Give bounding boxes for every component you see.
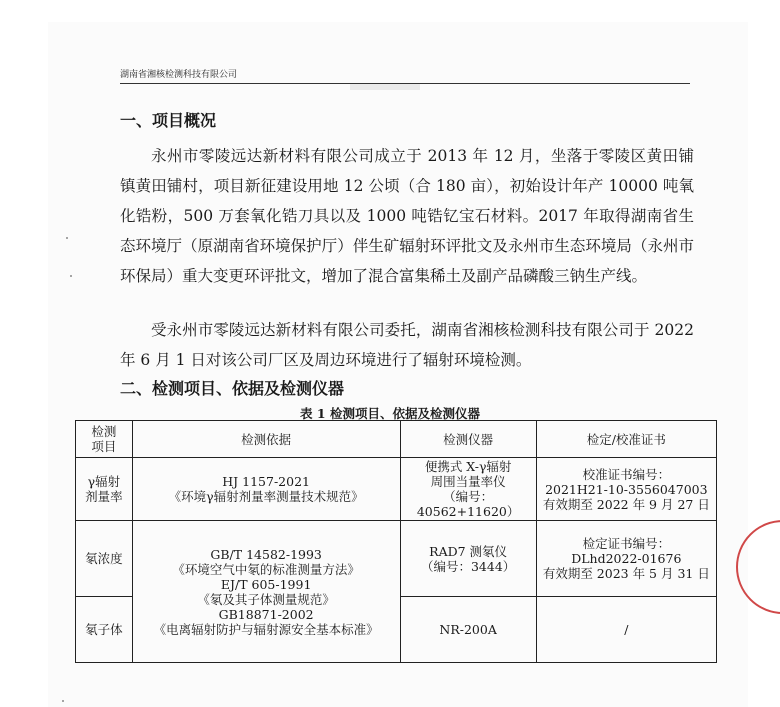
header-instrument: 检测仪器 — [400, 421, 536, 458]
cell-cert: 校准证书编号： 2021H21-10-3556047003 有效期至 2022 年 9 月 27 日 — [536, 458, 716, 521]
scan-speck — [70, 275, 72, 277]
cell-instrument: NR-200A — [400, 597, 536, 663]
header-cert: 检定/校准证书 — [536, 421, 716, 458]
cell-item: 氡浓度 — [76, 521, 133, 597]
table-header-row — [76, 421, 717, 458]
section-1-paragraph-2: 受永州市零陵远达新材料有限公司委托，湖南省湘核检测科技有限公司于 2022 年 6 月 1 日对该公司厂区及周边环境进行了辐射环境检测。 — [120, 321, 694, 369]
cell-basis: GB/T 14582-1993 《环境空气中氡的标准测量方法》 EJ/T 605-1991 《氡及其子体测量规范》 GB18871-2002 《电离辐射防护与辐射源安全基本标准》 — [132, 521, 400, 663]
cell-cert: 检定证书编号： DLhd2022-01676 有效期至 2023 年 5 月 31 日 — [536, 521, 716, 597]
cell-item: γ辐射 剂量率 — [76, 458, 133, 521]
header-item: 检测 项目 — [76, 421, 133, 458]
table-row — [76, 458, 717, 521]
table-caption: 表 1 检测项目、依据及检测仪器 — [300, 406, 480, 421]
faint-mark — [350, 84, 420, 90]
header-basis: 检测依据 — [132, 421, 400, 458]
cell-basis: HJ 1157-2021 《环境γ辐射剂量率测量技术规范》 — [132, 458, 400, 521]
scan-speck — [66, 237, 68, 239]
cell-instrument: RAD7 测氡仪 （编号：3444） — [400, 521, 536, 597]
table-row — [76, 521, 717, 597]
section-1-title: 一、项目概况 — [120, 111, 217, 130]
section-1-paragraph-1: 永州市零陵远达新材料有限公司成立于 2013 年 12 月，坐落于零陵区黄田铺镇黄田铺村，项目新征建设用地 12 公顷（合 180 亩），初始设计年产 10000 吨氧化锆粉，500 万套氧化锆刀具以及 1000 吨锆钇宝石材料。2017 年取得湖南省生态环境厅（原湖南省环境保护厅）伴生矿辐射环评批文及永州市生态环境局（永州市环保局）重大变更环评批文，增加了混合富集稀土及副产品磷酸三钠生产线。 — [120, 147, 694, 285]
cell-item: 氡子体 — [76, 597, 133, 663]
page-header: 湖南省湘核检测科技有限公司 — [120, 67, 690, 84]
inspection-table — [75, 420, 717, 663]
cell-instrument: 便携式 X-γ辐射 周围当量率仪 （编号：40562+11620） — [400, 458, 536, 521]
scan-speck — [62, 700, 64, 702]
section-2-title: 二、检测项目、依据及检测仪器 — [120, 379, 345, 398]
cell-cert: / — [536, 597, 716, 663]
